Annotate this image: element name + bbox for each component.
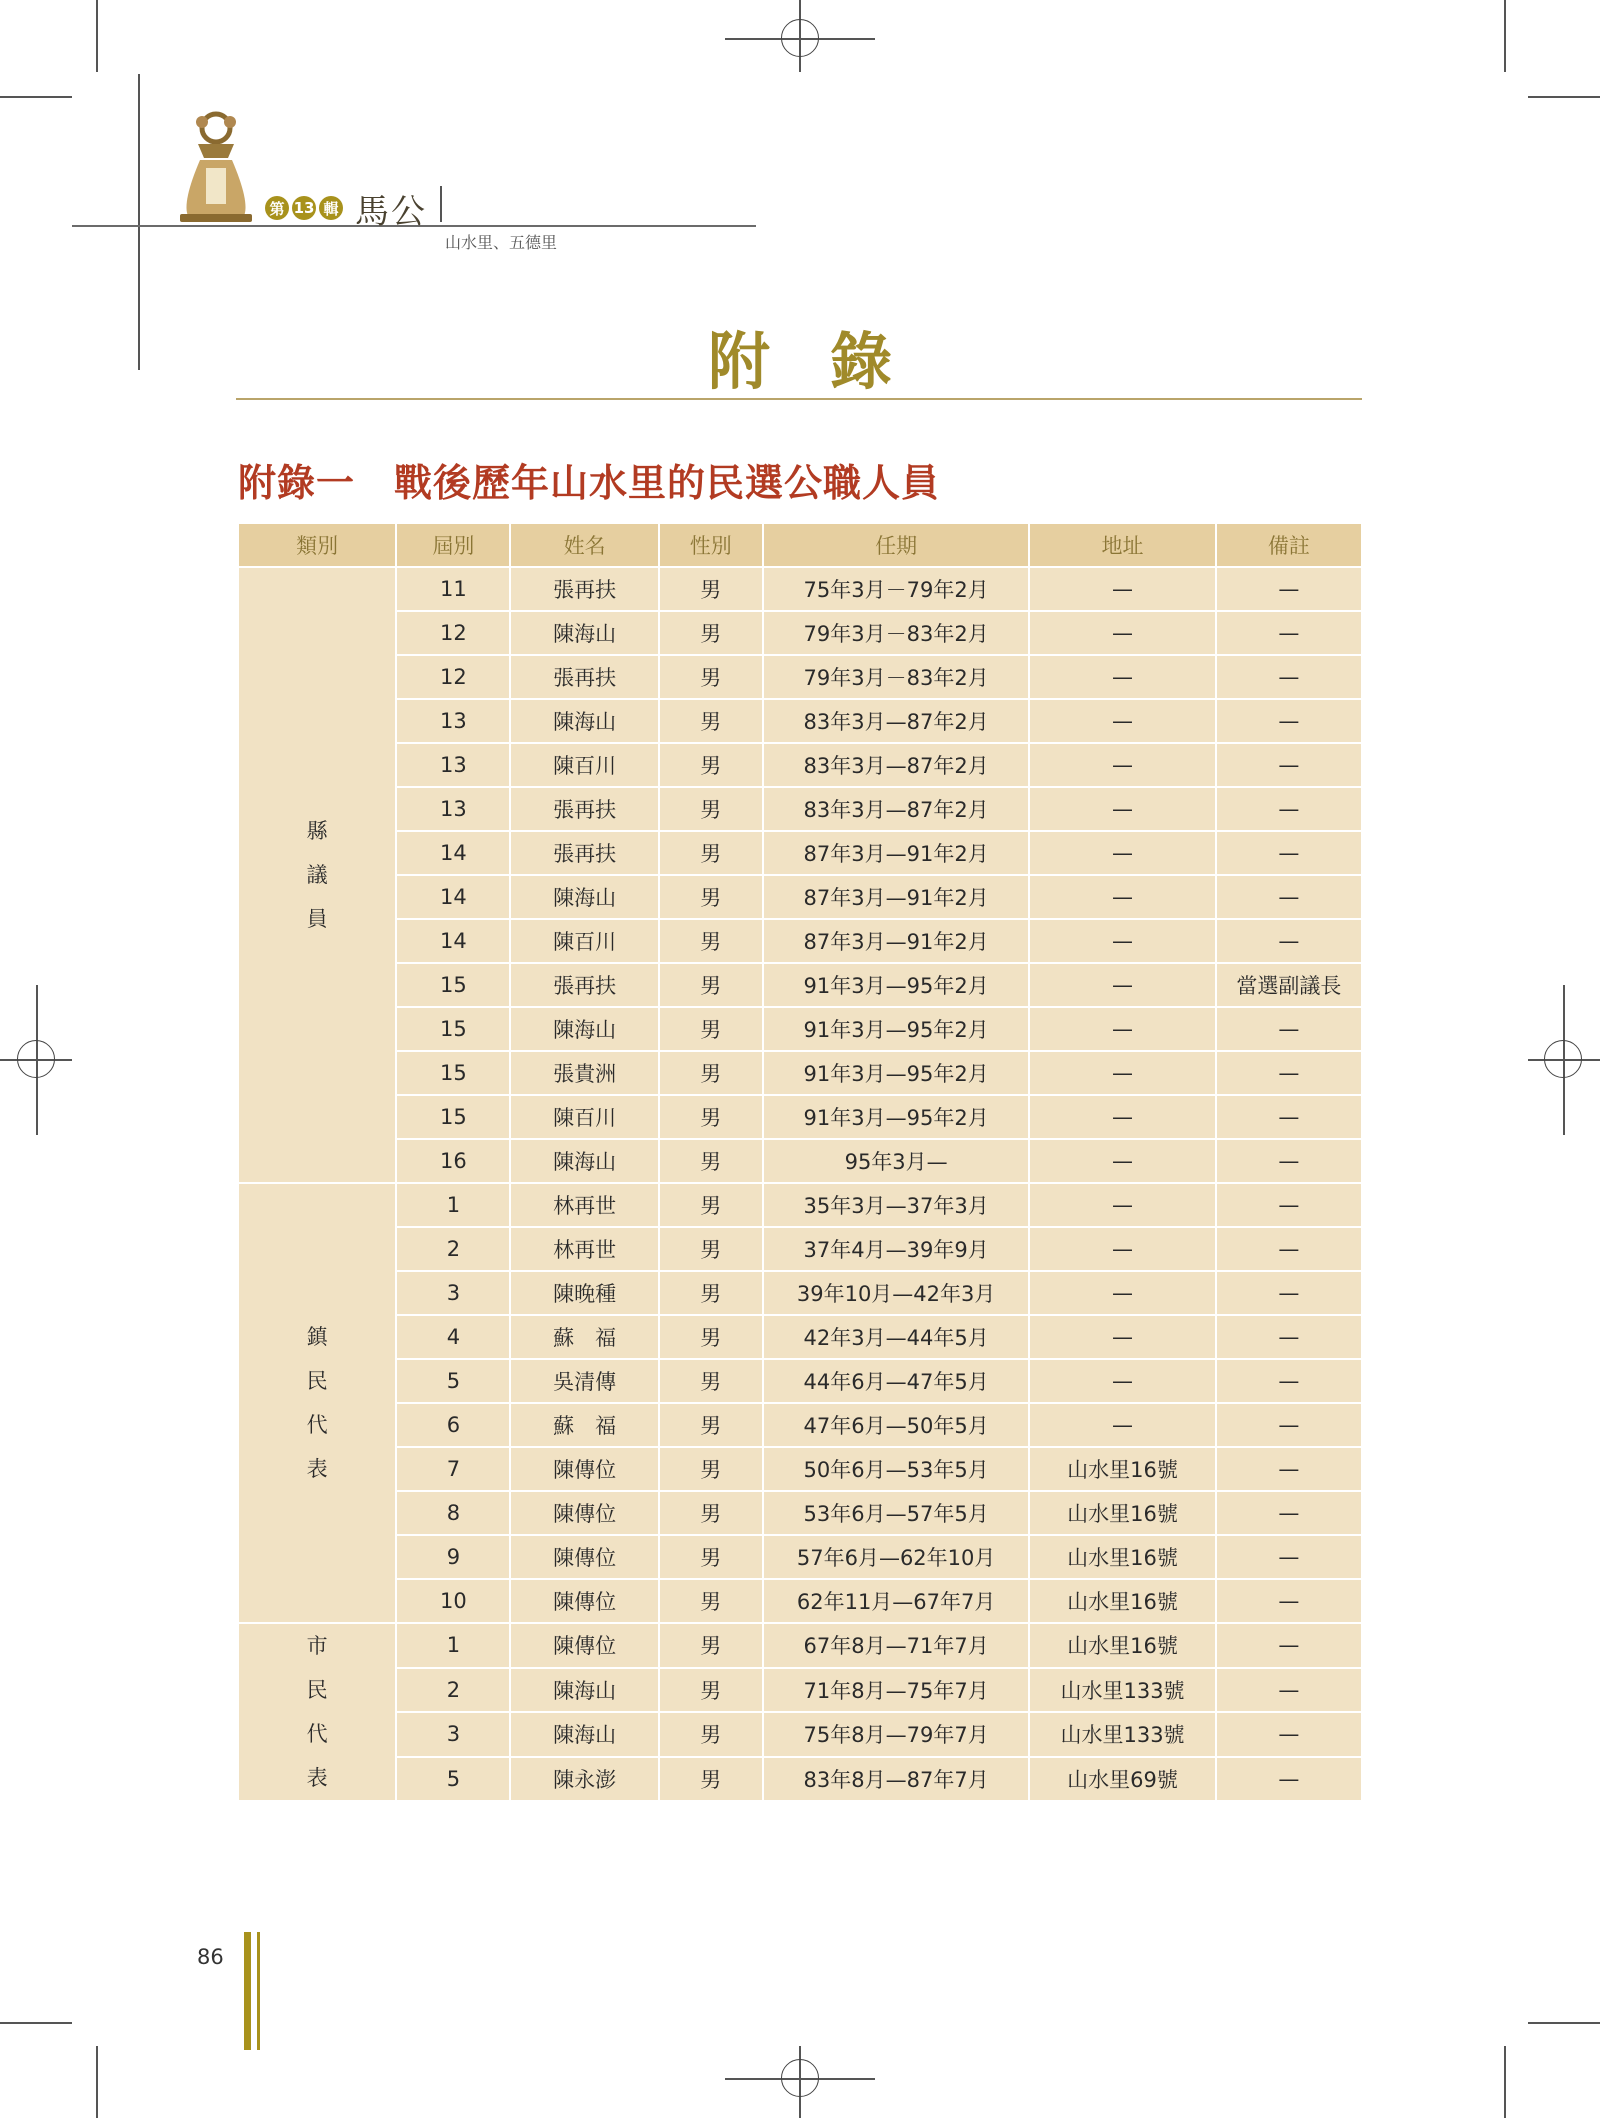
table-row xyxy=(239,1536,1361,1578)
page-bar xyxy=(244,1932,251,2050)
table-row xyxy=(239,1316,1361,1358)
term-cell: 37年4月—39年9月 xyxy=(764,1228,1028,1270)
category-char: 縣 xyxy=(306,819,328,843)
remark-cell: — xyxy=(1217,1272,1361,1314)
name-cell: 張再扶 xyxy=(511,788,657,830)
category-cell xyxy=(239,1624,395,1800)
remark-cell: — xyxy=(1217,788,1361,830)
table-row xyxy=(239,1360,1361,1402)
remark-cell: — xyxy=(1217,1448,1361,1490)
term-cell: 75年8月—79年7月 xyxy=(764,1713,1028,1756)
address-cell: — xyxy=(1030,1360,1214,1402)
gender-cell: 男 xyxy=(660,568,762,610)
remark-cell: — xyxy=(1217,1536,1361,1578)
registration-mark xyxy=(781,2059,819,2097)
gender-cell: 男 xyxy=(660,1492,762,1534)
gender-cell: 男 xyxy=(660,612,762,654)
crop-mark xyxy=(0,2022,72,2024)
gender-cell: 男 xyxy=(660,832,762,874)
name-cell: 陳海山 xyxy=(511,1669,657,1712)
table-row xyxy=(239,656,1361,698)
address-cell: — xyxy=(1030,1140,1214,1182)
crop-mark xyxy=(1504,2046,1506,2118)
address-cell: — xyxy=(1030,612,1214,654)
gender-cell: 男 xyxy=(660,1404,762,1446)
table-row xyxy=(239,700,1361,742)
page-bar xyxy=(257,1932,260,2050)
table-row xyxy=(239,1758,1361,1801)
remark-cell: — xyxy=(1217,1140,1361,1182)
name-cell: 張貴洲 xyxy=(511,1052,657,1094)
remark-cell: — xyxy=(1217,1228,1361,1270)
column-header: 性別 xyxy=(660,524,762,566)
gender-cell: 男 xyxy=(660,1536,762,1578)
address-cell: — xyxy=(1030,1404,1214,1446)
table-row xyxy=(239,1096,1361,1138)
table-row xyxy=(239,1404,1361,1446)
category-char: 鎮 xyxy=(306,1325,328,1349)
category-char: 市 xyxy=(306,1634,328,1658)
volume-badge xyxy=(265,196,343,220)
term-cell: 79年3月－83年2月 xyxy=(764,612,1028,654)
term-number-cell: 14 xyxy=(397,832,509,874)
name-cell: 吳清傳 xyxy=(511,1360,657,1402)
gender-cell: 男 xyxy=(660,744,762,786)
term-cell: 91年3月—95年2月 xyxy=(764,1008,1028,1050)
term-number-cell: 15 xyxy=(397,1052,509,1094)
term-cell: 75年3月－79年2月 xyxy=(764,568,1028,610)
name-cell: 陳百川 xyxy=(511,744,657,786)
table-row xyxy=(239,1492,1361,1534)
gender-cell: 男 xyxy=(660,1316,762,1358)
gender-cell: 男 xyxy=(660,1272,762,1314)
address-cell: — xyxy=(1030,744,1214,786)
name-cell: 陳傳位 xyxy=(511,1580,657,1622)
term-cell: 53年6月—57年5月 xyxy=(764,1492,1028,1534)
table-row xyxy=(239,1624,1361,1667)
crop-mark xyxy=(1528,2022,1600,2024)
table-row xyxy=(239,788,1361,830)
crop-mark xyxy=(1504,0,1506,72)
address-cell: — xyxy=(1030,1052,1214,1094)
gender-cell: 男 xyxy=(660,700,762,742)
name-cell: 蘇 福 xyxy=(511,1316,657,1358)
name-cell: 蘇 福 xyxy=(511,1404,657,1446)
remark-cell: — xyxy=(1217,744,1361,786)
table-row xyxy=(239,876,1361,918)
category-char: 代 xyxy=(306,1413,328,1437)
page-number: 86 xyxy=(197,1945,224,1969)
address-cell: — xyxy=(1030,1008,1214,1050)
term-cell: 91年3月—95年2月 xyxy=(764,964,1028,1006)
remark-cell: — xyxy=(1217,1758,1361,1801)
name-cell: 林再世 xyxy=(511,1184,657,1226)
term-cell: 83年3月—87年2月 xyxy=(764,744,1028,786)
table-row xyxy=(239,1228,1361,1270)
table-row xyxy=(239,1008,1361,1050)
name-cell: 陳傳位 xyxy=(511,1448,657,1490)
category-char: 民 xyxy=(306,1678,328,1702)
name-cell: 陳海山 xyxy=(511,700,657,742)
crop-mark xyxy=(1528,96,1600,98)
table-row xyxy=(239,1448,1361,1490)
address-cell: — xyxy=(1030,1272,1214,1314)
address-cell: — xyxy=(1030,1096,1214,1138)
series-logo xyxy=(168,110,264,226)
page-title: 附錄 xyxy=(707,325,952,398)
table-row xyxy=(239,568,1361,610)
address-cell: — xyxy=(1030,788,1214,830)
term-number-cell: 6 xyxy=(397,1404,509,1446)
term-number-cell: 11 xyxy=(397,568,509,610)
remark-cell: — xyxy=(1217,656,1361,698)
term-cell: 87年3月—91年2月 xyxy=(764,920,1028,962)
gender-cell: 男 xyxy=(660,964,762,1006)
address-cell: 山水里16號 xyxy=(1030,1624,1214,1667)
category-char: 表 xyxy=(306,1457,328,1481)
category-char: 表 xyxy=(306,1766,328,1790)
title-rule xyxy=(236,398,1362,400)
volume-prefix: 第 xyxy=(265,196,289,220)
remark-cell: — xyxy=(1217,1492,1361,1534)
address-cell: — xyxy=(1030,1316,1214,1358)
gender-cell: 男 xyxy=(660,1448,762,1490)
remark-cell: — xyxy=(1217,1184,1361,1226)
crop-mark xyxy=(96,2046,98,2118)
remark-cell: — xyxy=(1217,1096,1361,1138)
address-cell: 山水里16號 xyxy=(1030,1580,1214,1622)
remark-cell: — xyxy=(1217,1052,1361,1094)
gender-cell: 男 xyxy=(660,1228,762,1270)
term-number-cell: 3 xyxy=(397,1713,509,1756)
table-header-row xyxy=(239,524,1361,566)
category-char: 代 xyxy=(306,1722,328,1746)
term-number-cell: 2 xyxy=(397,1669,509,1712)
gender-cell: 男 xyxy=(660,656,762,698)
remark-cell: — xyxy=(1217,612,1361,654)
gender-cell: 男 xyxy=(660,1713,762,1756)
address-cell: — xyxy=(1030,568,1214,610)
remark-cell: — xyxy=(1217,876,1361,918)
remark-cell: — xyxy=(1217,1669,1361,1712)
term-number-cell: 16 xyxy=(397,1140,509,1182)
address-cell: 山水里133號 xyxy=(1030,1669,1214,1712)
term-number-cell: 12 xyxy=(397,656,509,698)
remark-cell: — xyxy=(1217,1624,1361,1667)
gender-cell: 男 xyxy=(660,1052,762,1094)
volume-suffix: 輯 xyxy=(319,196,343,220)
table-row xyxy=(239,1184,1361,1226)
table-row xyxy=(239,832,1361,874)
term-cell: 39年10月—42年3月 xyxy=(764,1272,1028,1314)
term-number-cell: 15 xyxy=(397,1096,509,1138)
term-cell: 57年6月—62年10月 xyxy=(764,1536,1028,1578)
remark-cell: — xyxy=(1217,568,1361,610)
brand-title: 馬公 xyxy=(355,192,427,232)
address-cell: 山水里16號 xyxy=(1030,1448,1214,1490)
term-number-cell: 5 xyxy=(397,1758,509,1801)
name-cell: 陳海山 xyxy=(511,612,657,654)
address-cell: — xyxy=(1030,700,1214,742)
gender-cell: 男 xyxy=(660,1580,762,1622)
term-cell: 95年3月— xyxy=(764,1140,1028,1182)
name-cell: 陳百川 xyxy=(511,1096,657,1138)
table-row xyxy=(239,1669,1361,1712)
crop-mark xyxy=(96,0,98,72)
address-cell: — xyxy=(1030,964,1214,1006)
name-cell: 陳傳位 xyxy=(511,1492,657,1534)
remark-cell: — xyxy=(1217,1316,1361,1358)
term-number-cell: 1 xyxy=(397,1184,509,1226)
remark-cell: — xyxy=(1217,700,1361,742)
registration-mark xyxy=(1544,1040,1582,1078)
name-cell: 陳傳位 xyxy=(511,1624,657,1667)
table-row xyxy=(239,612,1361,654)
term-cell: 47年6月—50年5月 xyxy=(764,1404,1028,1446)
remark-cell: — xyxy=(1217,1713,1361,1756)
table-row xyxy=(239,744,1361,786)
term-number-cell: 9 xyxy=(397,1536,509,1578)
remark-cell: 當選副議長 xyxy=(1217,964,1361,1006)
term-cell: 67年8月—71年7月 xyxy=(764,1624,1028,1667)
name-cell: 陳百川 xyxy=(511,920,657,962)
address-cell: — xyxy=(1030,1228,1214,1270)
table-row xyxy=(239,1052,1361,1094)
name-cell: 陳海山 xyxy=(511,1008,657,1050)
term-number-cell: 1 xyxy=(397,1624,509,1667)
remark-cell: — xyxy=(1217,1580,1361,1622)
term-number-cell: 8 xyxy=(397,1492,509,1534)
category-char: 議 xyxy=(306,863,328,887)
term-number-cell: 15 xyxy=(397,964,509,1006)
gender-cell: 男 xyxy=(660,1360,762,1402)
gender-cell: 男 xyxy=(660,1184,762,1226)
address-cell: — xyxy=(1030,920,1214,962)
table-row xyxy=(239,920,1361,962)
term-cell: 44年6月—47年5月 xyxy=(764,1360,1028,1402)
table-row xyxy=(239,1272,1361,1314)
gender-cell: 男 xyxy=(660,1669,762,1712)
gender-cell: 男 xyxy=(660,1758,762,1801)
name-cell: 張再扶 xyxy=(511,568,657,610)
term-number-cell: 4 xyxy=(397,1316,509,1358)
term-cell: 83年3月—87年2月 xyxy=(764,700,1028,742)
name-cell: 張再扶 xyxy=(511,832,657,874)
term-number-cell: 3 xyxy=(397,1272,509,1314)
term-number-cell: 7 xyxy=(397,1448,509,1490)
category-char: 員 xyxy=(306,907,328,931)
term-cell: 87年3月—91年2月 xyxy=(764,876,1028,918)
remark-cell: — xyxy=(1217,832,1361,874)
address-cell: 山水里16號 xyxy=(1030,1536,1214,1578)
term-cell: 91年3月—95年2月 xyxy=(764,1096,1028,1138)
table-body xyxy=(239,568,1361,1800)
name-cell: 陳永澎 xyxy=(511,1758,657,1801)
table-row xyxy=(239,1140,1361,1182)
term-number-cell: 13 xyxy=(397,788,509,830)
column-header: 屆別 xyxy=(397,524,509,566)
gender-cell: 男 xyxy=(660,1096,762,1138)
name-cell: 陳海山 xyxy=(511,876,657,918)
term-cell: 83年8月—87年7月 xyxy=(764,1758,1028,1801)
term-number-cell: 14 xyxy=(397,920,509,962)
address-cell: — xyxy=(1030,832,1214,874)
header-subtitle: 山水里、五德里 xyxy=(445,233,558,252)
gender-cell: 男 xyxy=(660,920,762,962)
term-number-cell: 13 xyxy=(397,700,509,742)
gender-cell: 男 xyxy=(660,788,762,830)
column-header: 備註 xyxy=(1217,524,1361,566)
remark-cell: — xyxy=(1217,920,1361,962)
term-number-cell: 14 xyxy=(397,876,509,918)
category-cell xyxy=(239,1184,395,1622)
term-cell: 87年3月—91年2月 xyxy=(764,832,1028,874)
name-cell: 張再扶 xyxy=(511,656,657,698)
term-cell: 91年3月—95年2月 xyxy=(764,1052,1028,1094)
term-cell: 79年3月－83年2月 xyxy=(764,656,1028,698)
registration-mark xyxy=(781,19,819,57)
gender-cell: 男 xyxy=(660,876,762,918)
crop-mark xyxy=(0,96,72,98)
name-cell: 陳海山 xyxy=(511,1713,657,1756)
gender-cell: 男 xyxy=(660,1008,762,1050)
term-number-cell: 12 xyxy=(397,612,509,654)
term-cell: 50年6月—53年5月 xyxy=(764,1448,1028,1490)
remark-cell: — xyxy=(1217,1404,1361,1446)
table-row xyxy=(239,1580,1361,1622)
address-cell: 山水里133號 xyxy=(1030,1713,1214,1756)
term-cell: 42年3月—44年5月 xyxy=(764,1316,1028,1358)
table-row xyxy=(239,964,1361,1006)
term-number-cell: 2 xyxy=(397,1228,509,1270)
name-cell: 張再扶 xyxy=(511,964,657,1006)
remark-cell: — xyxy=(1217,1008,1361,1050)
column-header: 類別 xyxy=(239,524,395,566)
address-cell: — xyxy=(1030,876,1214,918)
gender-cell: 男 xyxy=(660,1140,762,1182)
address-cell: 山水里16號 xyxy=(1030,1492,1214,1534)
term-cell: 62年11月—67年7月 xyxy=(764,1580,1028,1622)
term-number-cell: 13 xyxy=(397,744,509,786)
category-char: 民 xyxy=(306,1369,328,1393)
category-cell xyxy=(239,568,395,1182)
section-title: 附錄一 戰後歷年山水里的民選公職人員 xyxy=(238,461,941,505)
term-cell: 35年3月—37年3月 xyxy=(764,1184,1028,1226)
name-cell: 林再世 xyxy=(511,1228,657,1270)
term-cell: 83年3月—87年2月 xyxy=(764,788,1028,830)
term-number-cell: 10 xyxy=(397,1580,509,1622)
brand-divider xyxy=(440,186,442,222)
term-number-cell: 5 xyxy=(397,1360,509,1402)
table-row xyxy=(239,1713,1361,1756)
term-number-cell: 15 xyxy=(397,1008,509,1050)
gender-cell: 男 xyxy=(660,1624,762,1667)
address-cell: — xyxy=(1030,656,1214,698)
column-header: 姓名 xyxy=(511,524,657,566)
address-cell: 山水里69號 xyxy=(1030,1758,1214,1801)
name-cell: 陳傳位 xyxy=(511,1536,657,1578)
name-cell: 陳晚種 xyxy=(511,1272,657,1314)
remark-cell: — xyxy=(1217,1360,1361,1402)
volume-number: 13 xyxy=(292,196,316,220)
officials-table xyxy=(237,522,1363,1802)
column-header: 任期 xyxy=(764,524,1028,566)
address-cell: — xyxy=(1030,1184,1214,1226)
term-cell: 71年8月—75年7月 xyxy=(764,1669,1028,1712)
registration-mark xyxy=(17,1040,55,1078)
column-header: 地址 xyxy=(1030,524,1214,566)
name-cell: 陳海山 xyxy=(511,1140,657,1182)
